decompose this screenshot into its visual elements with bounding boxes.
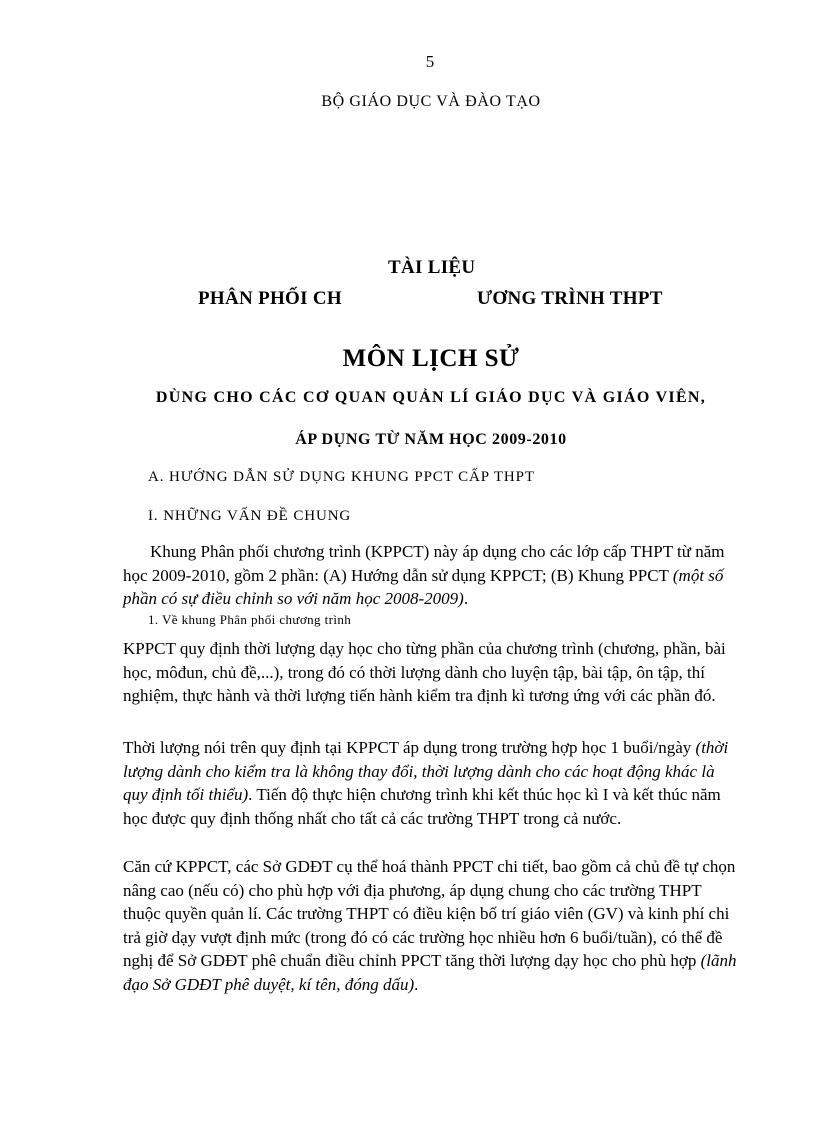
- document-label: TÀI LIỆU: [388, 257, 476, 278]
- intro-text: Khung Phân phối chương trình (KPPCT) này áp dụng cho các lớp cấp THPT từ năm học 2009-2010, gồm 2 phần: (A) Hướng dẫn sử dụng KPPCT; (B) Khung PPCT: [123, 542, 725, 585]
- paragraph-1: KPPCT quy định thời lượng dạy học cho từng phần của chương trình (chương, phần, bài học, môđun, chủ đề,...), trong đó có thời lượng dành cho luyện tập, bài tập, ôn tập, thí nghiệm, thực hành và thời lượng tiến hành kiểm tra định kì tương ứng với các phần đó.: [123, 639, 726, 705]
- ministry-header: BỘ GIÁO DỤC VÀ ĐÀO TẠO: [321, 93, 541, 110]
- audience-line: DÙNG CHO CÁC CƠ QUAN QUẢN LÍ GIÁO DỤC VÀ GIÁO VIÊN,: [155, 389, 707, 406]
- effective-year: ÁP DỤNG TỪ NĂM HỌC 2009-2010: [295, 431, 567, 448]
- intro-end: .: [463, 589, 469, 608]
- paragraph-3-italic: (lãnh đạo Sở GDĐT phê duyệt, kí tên, đóng dấu): [123, 951, 737, 994]
- subject-title: MÔN LỊCH SỬ: [342, 345, 520, 372]
- paragraph-3-end: .: [414, 974, 419, 994]
- subsection-1-heading: 1. Về khung Phân phối chương trình: [148, 612, 352, 627]
- paragraph-3-text: Căn cứ KPPCT, các Sở GDĐT cụ thể hoá thành PPCT chi tiết, bao gồm cả chủ đề tự chọn nâng cao (nếu có) cho phù hợp với địa phương, áp dụng chung cho các trường THPT thuộc quyền quản lí. Các trường THPT có điều kiện bố trí giáo viên (GV) và kinh phí chi trả giờ dạy vượt định mức (trong đó có các trường học nhiều hơn 6 buổi/tuần), có thể đề nghị để Sở GDĐT phê chuẩn điều chỉnh PPCT tăng thời lượng dạy học cho phù hợp: [123, 857, 736, 970]
- page-number: 5: [425, 52, 435, 71]
- document-subtitle-part-1: PHÂN PHỐI CH: [198, 288, 342, 309]
- section-i-heading: I. NHỮNG VẤN ĐỀ CHUNG: [148, 508, 352, 524]
- paragraph-2: [123, 736, 743, 830]
- paragraph-2-end: . Tiến độ thực hiện chương trình khi kết thúc học kì I và kết thúc năm học được quy định thống nhất cho tất cả các trường THPT trong cả nước.: [123, 785, 721, 828]
- document-subtitle-part-2: ƯƠNG TRÌNH THPT: [477, 288, 663, 309]
- section-a-heading: A. HƯỚNG DẪN SỬ DỤNG KHUNG PPCT CẤP THPT: [148, 469, 535, 485]
- paragraph-3: [123, 855, 743, 996]
- intro-italic: (một số phần có sự điều chỉnh so với năm học 2008-2009): [123, 565, 724, 608]
- paragraph-2-italic: (thời lượng dành cho kiểm tra là không thay đổi, thời lượng dành cho các hoạt động khác là quy định tối thiểu): [123, 738, 729, 804]
- intro-paragraph: [123, 540, 743, 611]
- paragraph-2-text: Thời lượng nói trên quy định tại KPPCT áp dụng trong trường hợp học 1 buổi/ngày: [123, 738, 696, 757]
